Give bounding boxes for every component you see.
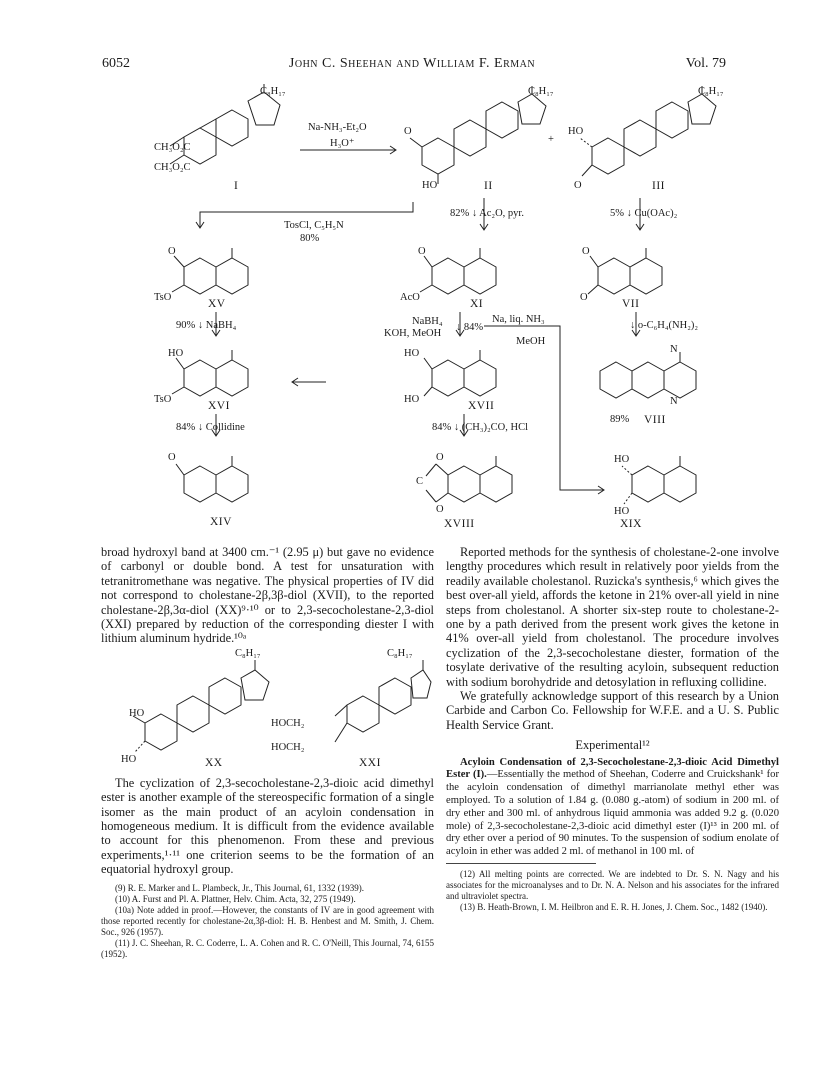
ho-label-xx-2: HO	[121, 753, 137, 765]
ho-label-xx-1: HO	[129, 707, 145, 719]
o-label-xiv: O	[168, 452, 176, 463]
experimental-paragraph	[446, 757, 779, 859]
volume-label: Vol. 79	[685, 56, 726, 71]
n-label-viii-1: N	[670, 344, 678, 355]
compound-label-vii: VII	[622, 298, 640, 310]
o-label-xi: O	[418, 246, 426, 257]
footnote-9: (9) R. E. Marker and L. Plambeck, Jr., This Journal, 61, 1332 (1939).	[115, 882, 365, 893]
structure-iii	[580, 86, 716, 176]
structure-xvii	[424, 350, 496, 396]
diol-structures-drawing	[101, 646, 434, 776]
footnote-10: (10) A. Furst and Pl. A. Plattner, Helv. Chim. Acta, 32, 275 (1949).	[115, 893, 356, 904]
compound-label-xiv: XIV	[210, 516, 232, 528]
ch3o2c-label-1: CH₃O₂C	[154, 142, 191, 153]
reagent-collidine: 84% ↓ Collidine	[176, 422, 245, 433]
ho-label-ii: HO	[422, 180, 438, 191]
reagent-acetone: 84% ↓ (CH₃)₂CO, HCl	[432, 422, 528, 433]
reagent-na-liq: Na, liq. NH₃	[492, 314, 545, 325]
footnote-12: (12) All melting points are corrected. We are indebted to Dr. S. N. Nagy and his associates for the microanalyses and to Dr. N. A. Nelson and his associates for the infrared and ultraviolet spectra.	[446, 869, 779, 902]
ho-label-iii: HO	[568, 126, 584, 137]
c8h17-label-i: C₈H₁₇	[260, 86, 286, 97]
left-paragraph-1: broad hydroxyl band at 3400 cm.⁻¹ (2.95 μ) but gave no evidence of carbonyl or double bond. A test for unsaturation with tetranitromethane was negative. The physical properties of IV did not correspond to cholestane-2β,3β-diol (XVII), to the reported cholestane-2β,3α-diol (XX)⁹·¹⁰ or to 2,3-secocholestane-2,3-diol (XXI) prepared by reduction of the corresponding diester I with lithium aluminum hydride.¹⁰ᵃ	[101, 545, 434, 646]
compound-label-iii: III	[652, 180, 665, 192]
reagent-nabh4-xi-1: NaBH₄	[412, 316, 443, 327]
c-label-xviii: C	[416, 476, 424, 487]
footnote-rule	[446, 863, 596, 864]
reagent-meoh: MeOH	[516, 336, 546, 347]
diol-structures	[101, 646, 434, 776]
footnote-13: (13) B. Heath-Brown, I. M. Heilbron and E. R. H. Jones, J. Chem. Soc., 1482 (1940).	[460, 902, 768, 913]
ho-label-xvi: HO	[168, 348, 184, 359]
o-label-xviii-1: O	[436, 452, 444, 463]
reagent-h3o: H₃O⁺	[330, 138, 355, 149]
ho-label-xix-2: HO	[614, 506, 630, 517]
c8h17-label-xxi: C₈H₁₇	[387, 647, 413, 659]
ho-label-xvii-1: HO	[404, 348, 420, 359]
compound-label-xvii: XVII	[468, 400, 495, 412]
reagent-nabh4-xi-2: KOH, MeOH	[384, 328, 442, 339]
right-column	[446, 545, 779, 913]
experimental-heading: Experimental¹²	[575, 738, 650, 753]
reagent-cuoac: 5% ↓ Cu(OAc)₂	[610, 208, 678, 219]
compound-label-xx: XX	[205, 756, 223, 769]
structure-xiv	[176, 456, 248, 502]
structure-xv	[172, 248, 248, 294]
structure-viii	[600, 352, 696, 398]
ho-label-xvii-2: HO	[404, 394, 420, 405]
aco-label-xi: AcO	[400, 292, 420, 303]
experimental-title: Acyloin Condensation of 2,3-Secocholestane-2,3-dioic Acid Dimethyl Ester (I).	[446, 756, 779, 781]
compound-label-xv: XV	[208, 298, 226, 310]
o-label-iii: O	[574, 180, 582, 191]
c8h17-label-ii: C₈H₁₇	[528, 86, 554, 97]
hoch2-label-1: HOCH₂	[271, 717, 305, 729]
reagent-nabh4-xv: 90% ↓ NaBH₄	[176, 320, 237, 331]
left-footnotes	[101, 883, 434, 960]
compound-label-viii: VIII	[644, 414, 666, 426]
footnote-11: (11) J. C. Sheehan, R. C. Coderre, L. A. Cohen and R. C. O'Neill, This Journal, 74, 6155 (1952).	[101, 937, 434, 959]
reagent-tscl: TosCl, C₅H₅N	[284, 220, 344, 231]
structure-xi	[420, 248, 496, 294]
page-number: 6052	[102, 56, 130, 71]
ho-label-xix-1: HO	[614, 454, 630, 465]
footnote-10a: (10a) Note added in proof.—However, the constants of IV are in good agreement with those reported recently for cholestane-2α,3β-diol: H. B. Henbest and M. Smith, J. Chem. Soc., 926 (1957).	[101, 904, 434, 937]
structure-vii	[588, 248, 662, 294]
n-label-viii-2: N	[670, 396, 678, 407]
tso-label-xvi: TsO	[154, 394, 172, 405]
c8h17-label-xx: C₈H₁₇	[235, 647, 261, 659]
ch3o2c-label-2: CH₃O₂C	[154, 162, 191, 173]
scheme-drawing	[0, 80, 824, 540]
o-label-vii-2: O	[580, 292, 588, 303]
structure-xvi	[172, 350, 248, 396]
running-header	[0, 56, 824, 76]
structure-ii	[410, 86, 546, 184]
o-label-xviii-2: O	[436, 504, 444, 515]
reagent-ac2o: 82% ↓ Ac₂O, pyr.	[450, 208, 524, 219]
c8h17-label-iii: C₈H₁₇	[698, 86, 724, 97]
reagent-tscl-yield: 80%	[300, 233, 320, 244]
experimental-text: —Essentially the method of Sheehan, Coderre and Cruickshank¹ for the acyloin condensation of dimethyl marrianolate methyl ether was employed. To a solution of 1.84 g. (0.080 g.-atom) of sodium in 200 ml. of dry ether and 300 ml. of anhydrous liquid ammonia was added 9.2 g. (0.020 mole) of 2,3-secocholestane-2,3-dioic acid dimethyl ester (I)¹³ in 200 ml. of dry ether over a period of 90 minutes. To the suspension of sodium enolate of acyloin in ether was added 2 ml. of methanol in 100 ml. of	[446, 769, 780, 858]
left-paragraph-2: The cyclization of 2,3-secocholestane-2,3-dioic acid dimethyl ester is another example of the stereospecific formation of a single isomer as the main product of an acyloin condensation in homogeneous medium. It is difficult from the evidence available to account for this phenomenon. From these and previous experiments,¹·¹¹ one criterion seems to be the formation of an equatorial hydroxyl group.	[101, 775, 434, 877]
hoch2-label-2: HOCH₂	[271, 741, 305, 753]
compound-label-xxi: XXI	[359, 756, 381, 769]
viii-yield: 89%	[610, 414, 630, 425]
left-column	[101, 545, 434, 960]
compound-label-i: I	[234, 180, 239, 192]
compound-label-xi: XI	[470, 298, 484, 310]
compound-label-xvi: XVI	[208, 400, 230, 412]
o-label-xv: O	[168, 246, 176, 257]
structure-xix	[622, 456, 696, 504]
tso-label-xv: TsO	[154, 292, 172, 303]
reagent-na-nh3: Na-NH₃-Et₂O	[308, 122, 367, 133]
right-paragraph-2: We gratefully acknowledge support of this research by a Union Carbide and Carbon Co. Fellowship for W.F.E. and a U. S. Public Health Service Grant.	[446, 689, 779, 732]
running-authors: John C. Sheehan and William F. Erman	[288, 56, 536, 71]
compound-label-xix: XIX	[620, 518, 642, 530]
plus-sign: +	[548, 134, 554, 145]
reaction-scheme	[0, 80, 824, 540]
right-paragraph-1: Reported methods for the synthesis of cholestane-2-one involve lengthy procedures which result in relatively poor yields from the readily available cholestanol. Ruzicka's synthesis,⁶ which gives the best over-all yield, affords the ketone in 21% over-all yield in nine steps from cholestanol. A shorter six-step route to cholestane-2-one by a path derived from the present work gives the ketone in 41% over-all yield from cholestanol. The procedure involves cyclization of the 2,3-secocholestane diester, formation of the tosylate derivative of the resulting acyloin, subsequent reduction with sodium borohydride and detosylation in refluxing collidine.	[446, 545, 779, 689]
compound-label-ii: II	[484, 180, 493, 192]
reagent-nabh4-xi-yield: ↓ 84%	[456, 322, 484, 333]
arrow-xi-xix	[484, 326, 604, 490]
compound-label-xviii: XVIII	[444, 518, 475, 530]
reagent-phen: ↓ o-C₆H₄(NH₂)₂	[630, 320, 699, 331]
o-label-vii-1: O	[582, 246, 590, 257]
o-label-ii: O	[404, 126, 412, 137]
